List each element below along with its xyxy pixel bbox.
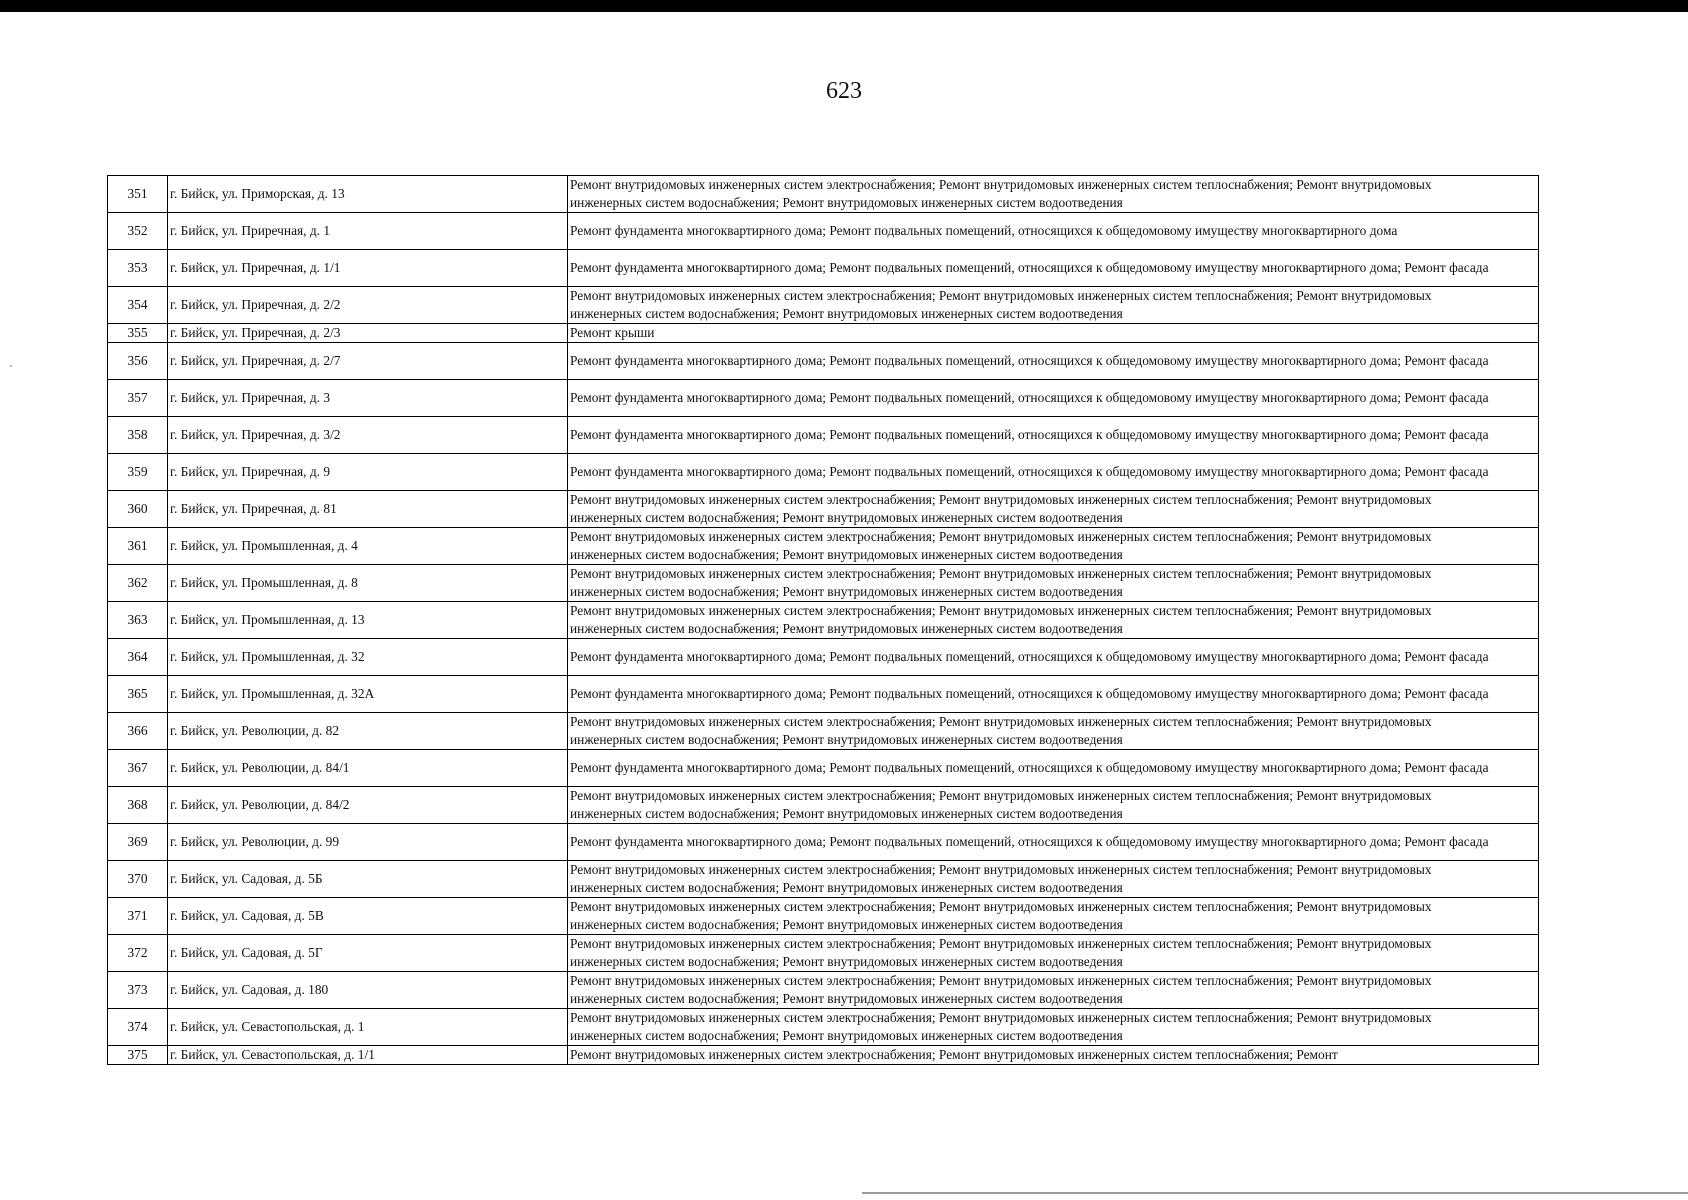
table-row: [108, 491, 1539, 528]
row-work-types: [568, 343, 1539, 380]
row-address: г. Бийск, ул. Садовая, д. 5Г: [168, 935, 568, 972]
row-work-types: [568, 935, 1539, 972]
table-row: [108, 343, 1539, 380]
row-address: г. Бийск, ул. Приречная, д. 2/7: [168, 343, 568, 380]
table-row: [108, 528, 1539, 565]
row-work-types: [568, 861, 1539, 898]
row-number: 352: [108, 213, 168, 250]
row-work-types: [568, 213, 1539, 250]
row-work-types: [568, 713, 1539, 750]
table-row: [108, 750, 1539, 787]
table-row: [108, 250, 1539, 287]
table-row: [108, 861, 1539, 898]
row-number: 369: [108, 824, 168, 861]
scan-top-border: [0, 0, 1688, 12]
table-row: [108, 324, 1539, 343]
work-types-text: Ремонт фундамента многоквартирного дома; Ремонт подвальных помещений, относящихся к общедомовому имуществу многоквартирного дома; Ремонт фасада: [570, 686, 1489, 702]
work-types-text: Ремонт фундамента многоквартирного дома; Ремонт подвальных помещений, относящихся к общедомовому имуществу многоквартирного дома; Ремонт фасада: [570, 390, 1489, 406]
row-address: г. Бийск, ул. Промышленная, д. 13: [168, 602, 568, 639]
row-work-types: [568, 824, 1539, 861]
bottom-rule: [862, 1192, 1688, 1194]
table-row: [108, 176, 1539, 213]
work-types-text: Ремонт внутридомовых инженерных систем электроснабжения; Ремонт внутридомовых инженерных систем теплоснабжения; Ремонт внутридомовых инженерных систем водоснабжения; Ремонт внутридомовых инженерных систем водоотведения: [570, 973, 1432, 1006]
work-types-text: Ремонт внутридомовых инженерных систем электроснабжения; Ремонт внутридомовых инженерных систем теплоснабжения; Ремонт внутридомовых инженерных систем водоснабжения; Ремонт внутридомовых инженерных систем водоотведения: [570, 288, 1432, 321]
row-address: г. Бийск, ул. Севастопольская, д. 1/1: [168, 1046, 568, 1065]
row-address: г. Бийск, ул. Революции, д. 84/2: [168, 787, 568, 824]
table-row: [108, 787, 1539, 824]
row-number: 355: [108, 324, 168, 343]
row-number: 364: [108, 639, 168, 676]
row-work-types: [568, 565, 1539, 602]
row-number: 359: [108, 454, 168, 491]
row-address: г. Бийск, ул. Промышленная, д. 8: [168, 565, 568, 602]
row-work-types: [568, 417, 1539, 454]
work-types-text: Ремонт внутридомовых инженерных систем электроснабжения; Ремонт внутридомовых инженерных систем теплоснабжения; Ремонт внутридомовых инженерных систем водоснабжения; Ремонт внутридомовых инженерных систем водоотведения: [570, 566, 1432, 599]
table-row: [108, 1046, 1539, 1065]
work-types-text: Ремонт фундамента многоквартирного дома; Ремонт подвальных помещений, относящихся к общедомовому имуществу многоквартирного дома; Ремонт фасада: [570, 649, 1489, 665]
row-address: г. Бийск, ул. Приречная, д. 1: [168, 213, 568, 250]
table-row: [108, 1009, 1539, 1046]
work-types-text: Ремонт внутридомовых инженерных систем электроснабжения; Ремонт внутридомовых инженерных систем теплоснабжения; Ремонт внутридомовых инженерных систем водоснабжения; Ремонт внутридомовых инженерных систем водоотведения: [570, 529, 1432, 562]
table-row: [108, 380, 1539, 417]
row-work-types: [568, 639, 1539, 676]
table-row: [108, 417, 1539, 454]
row-work-types: [568, 1046, 1539, 1065]
work-types-text: Ремонт внутридомовых инженерных систем электроснабжения; Ремонт внутридомовых инженерных систем теплоснабжения; Ремонт внутридомовых инженерных систем водоснабжения; Ремонт внутридомовых инженерных систем водоотведения: [570, 177, 1432, 210]
table-row: [108, 713, 1539, 750]
row-address: г. Бийск, ул. Промышленная, д. 32: [168, 639, 568, 676]
work-types-text: Ремонт фундамента многоквартирного дома; Ремонт подвальных помещений, относящихся к общедомовому имуществу многоквартирного дома; Ремонт фасада: [570, 760, 1489, 776]
row-number: 375: [108, 1046, 168, 1065]
row-address: г. Бийск, ул. Приморская, д. 13: [168, 176, 568, 213]
row-work-types: [568, 602, 1539, 639]
work-types-text: Ремонт внутридомовых инженерных систем электроснабжения; Ремонт внутридомовых инженерных систем теплоснабжения; Ремонт внутридомовых инженерных систем водоснабжения; Ремонт внутридомовых инженерных систем водоотведения: [570, 603, 1432, 636]
row-number: 354: [108, 287, 168, 324]
work-types-text: Ремонт внутридомовых инженерных систем электроснабжения; Ремонт внутридомовых инженерных систем теплоснабжения; Ремонт: [570, 1047, 1338, 1063]
row-work-types: [568, 1009, 1539, 1046]
row-address: г. Бийск, ул. Садовая, д. 5В: [168, 898, 568, 935]
row-number: 356: [108, 343, 168, 380]
table-row: [108, 287, 1539, 324]
row-address: г. Бийск, ул. Садовая, д. 5Б: [168, 861, 568, 898]
table-row: [108, 676, 1539, 713]
row-number: 365: [108, 676, 168, 713]
work-types-text: Ремонт фундамента многоквартирного дома; Ремонт подвальных помещений, относящихся к общедомовому имуществу многоквартирного дома; Ремонт фасада: [570, 427, 1489, 443]
row-work-types: [568, 324, 1539, 343]
table-body: [108, 176, 1539, 1065]
row-address: г. Бийск, ул. Приречная, д. 2/3: [168, 324, 568, 343]
row-address: г. Бийск, ул. Промышленная, д. 32А: [168, 676, 568, 713]
row-number: 358: [108, 417, 168, 454]
row-address: г. Бийск, ул. Промышленная, д. 4: [168, 528, 568, 565]
row-address: г. Бийск, ул. Приречная, д. 9: [168, 454, 568, 491]
table-row: [108, 213, 1539, 250]
row-number: 370: [108, 861, 168, 898]
row-address: г. Бийск, ул. Революции, д. 82: [168, 713, 568, 750]
row-work-types: [568, 176, 1539, 213]
row-work-types: [568, 676, 1539, 713]
row-number: 353: [108, 250, 168, 287]
work-types-text: Ремонт фундамента многоквартирного дома; Ремонт подвальных помещений, относящихся к общедомовому имуществу многоквартирного дома; Ремонт фасада: [570, 353, 1489, 369]
row-work-types: [568, 380, 1539, 417]
row-address: г. Бийск, ул. Приречная, д. 1/1: [168, 250, 568, 287]
work-types-text: Ремонт фундамента многоквартирного дома; Ремонт подвальных помещений, относящихся к общедомовому имуществу многоквартирного дома; Ремонт фасада: [570, 260, 1489, 276]
work-types-text: Ремонт фундамента многоквартирного дома; Ремонт подвальных помещений, относящихся к общедомовому имуществу многоквартирного дома: [570, 223, 1398, 239]
row-work-types: [568, 528, 1539, 565]
row-address: г. Бийск, ул. Приречная, д. 3: [168, 380, 568, 417]
table-row: [108, 565, 1539, 602]
work-types-text: Ремонт внутридомовых инженерных систем электроснабжения; Ремонт внутридомовых инженерных систем теплоснабжения; Ремонт внутридомовых инженерных систем водоснабжения; Ремонт внутридомовых инженерных систем водоотведения: [570, 492, 1432, 525]
row-number: 357: [108, 380, 168, 417]
row-address: г. Бийск, ул. Приречная, д. 3/2: [168, 417, 568, 454]
table-row: [108, 824, 1539, 861]
row-address: г. Бийск, ул. Приречная, д. 2/2: [168, 287, 568, 324]
work-types-text: Ремонт внутридомовых инженерных систем электроснабжения; Ремонт внутридомовых инженерных систем теплоснабжения; Ремонт внутридомовых инженерных систем водоснабжения; Ремонт внутридомовых инженерных систем водоотведения: [570, 862, 1432, 895]
row-address: г. Бийск, ул. Садовая, д. 180: [168, 972, 568, 1009]
work-types-text: Ремонт внутридомовых инженерных систем электроснабжения; Ремонт внутридомовых инженерных систем теплоснабжения; Ремонт внутридомовых инженерных систем водоснабжения; Ремонт внутридомовых инженерных систем водоотведения: [570, 788, 1432, 821]
row-number: 372: [108, 935, 168, 972]
row-number: 368: [108, 787, 168, 824]
row-address: г. Бийск, ул. Революции, д. 84/1: [168, 750, 568, 787]
table-row: [108, 602, 1539, 639]
row-number: 367: [108, 750, 168, 787]
work-types-text: Ремонт внутридомовых инженерных систем электроснабжения; Ремонт внутридомовых инженерных систем теплоснабжения; Ремонт внутридомовых инженерных систем водоснабжения; Ремонт внутридомовых инженерных систем водоотведения: [570, 936, 1432, 969]
work-types-text: Ремонт внутридомовых инженерных систем электроснабжения; Ремонт внутридомовых инженерных систем теплоснабжения; Ремонт внутридомовых инженерных систем водоснабжения; Ремонт внутридомовых инженерных систем водоотведения: [570, 1010, 1432, 1043]
row-work-types: [568, 787, 1539, 824]
scan-speck: [10, 365, 12, 367]
row-work-types: [568, 454, 1539, 491]
table-row: [108, 898, 1539, 935]
work-types-text: Ремонт фундамента многоквартирного дома; Ремонт подвальных помещений, относящихся к общедомовому имуществу многоквартирного дома; Ремонт фасада: [570, 464, 1489, 480]
row-number: 360: [108, 491, 168, 528]
row-number: 374: [108, 1009, 168, 1046]
row-work-types: [568, 250, 1539, 287]
row-work-types: [568, 898, 1539, 935]
work-types-text: Ремонт внутридомовых инженерных систем электроснабжения; Ремонт внутридомовых инженерных систем теплоснабжения; Ремонт внутридомовых инженерных систем водоснабжения; Ремонт внутридомовых инженерных систем водоотведения: [570, 899, 1432, 932]
work-types-text: Ремонт крыши: [570, 325, 655, 341]
row-work-types: [568, 750, 1539, 787]
row-number: 363: [108, 602, 168, 639]
row-number: 362: [108, 565, 168, 602]
table-row: [108, 454, 1539, 491]
table-row: [108, 972, 1539, 1009]
row-work-types: [568, 287, 1539, 324]
row-number: 351: [108, 176, 168, 213]
row-address: г. Бийск, ул. Севастопольская, д. 1: [168, 1009, 568, 1046]
table-row: [108, 935, 1539, 972]
work-types-text: Ремонт фундамента многоквартирного дома; Ремонт подвальных помещений, относящихся к общедомовому имуществу многоквартирного дома; Ремонт фасада: [570, 834, 1489, 850]
row-number: 371: [108, 898, 168, 935]
table-row: [108, 639, 1539, 676]
work-types-text: Ремонт внутридомовых инженерных систем электроснабжения; Ремонт внутридомовых инженерных систем теплоснабжения; Ремонт внутридомовых инженерных систем водоснабжения; Ремонт внутридомовых инженерных систем водоотведения: [570, 714, 1432, 747]
row-address: г. Бийск, ул. Приречная, д. 81: [168, 491, 568, 528]
housing-repair-table: [107, 175, 1539, 1065]
page-number: 623: [826, 78, 862, 104]
row-number: 373: [108, 972, 168, 1009]
row-number: 366: [108, 713, 168, 750]
row-work-types: [568, 491, 1539, 528]
row-address: г. Бийск, ул. Революции, д. 99: [168, 824, 568, 861]
row-number: 361: [108, 528, 168, 565]
row-work-types: [568, 972, 1539, 1009]
